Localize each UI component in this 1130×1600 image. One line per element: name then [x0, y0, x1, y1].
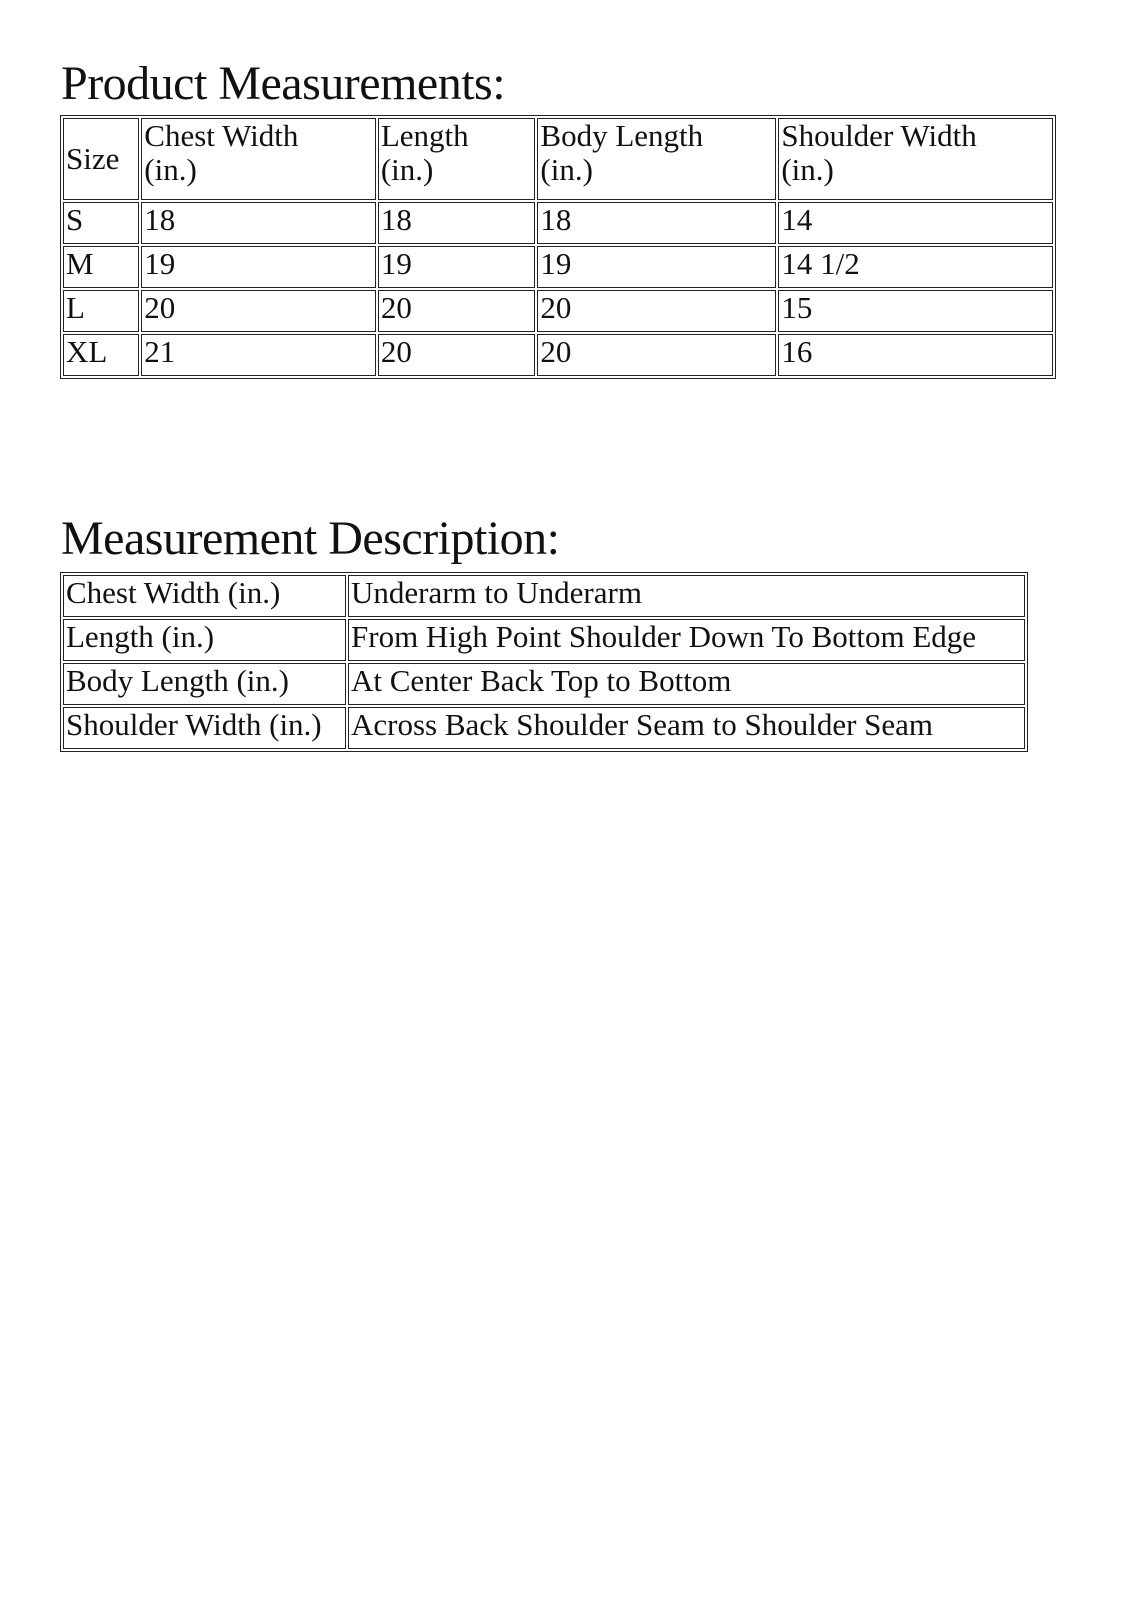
table-row	[63, 246, 1053, 288]
cell-body-length: 20	[537, 290, 776, 332]
table-row	[63, 334, 1053, 376]
table-row	[63, 202, 1053, 244]
cell-definition: From High Point Shoulder Down To Bottom Edge	[348, 619, 1025, 661]
cell-length: 20	[378, 334, 536, 376]
table-row	[63, 290, 1053, 332]
header-body-length-unit: (in.)	[540, 152, 593, 188]
cell-chest-width: 18	[141, 202, 376, 244]
header-chest-width	[141, 118, 376, 200]
measurements-header-row	[63, 118, 1053, 200]
header-size: Size	[63, 118, 139, 200]
header-length-unit: (in.)	[380, 152, 434, 188]
cell-body-length: 18	[537, 202, 776, 244]
cell-term: Length (in.)	[63, 619, 346, 661]
header-length	[378, 118, 536, 200]
cell-chest-width: 19	[141, 246, 376, 288]
cell-shoulder-width: 15	[778, 290, 1053, 332]
cell-chest-width: 20	[141, 290, 376, 332]
cell-term: Body Length (in.)	[63, 663, 346, 705]
header-shoulder-width-unit: (in.)	[781, 152, 834, 188]
cell-shoulder-width: 14 1/2	[778, 246, 1053, 288]
cell-definition: Underarm to Underarm	[348, 575, 1025, 617]
description-table	[60, 572, 1028, 752]
cell-term: Shoulder Width (in.)	[63, 707, 346, 749]
header-chest-width-label: Chest Width	[144, 118, 299, 153]
measurement-description-title: Measurement Description:	[61, 512, 560, 565]
header-body-length-label: Body Length	[540, 118, 704, 153]
cell-shoulder-width: 16	[778, 334, 1053, 376]
product-measurements-title: Product Measurements:	[61, 57, 506, 110]
measurements-table	[60, 115, 1056, 379]
cell-chest-width: 21	[141, 334, 376, 376]
cell-term: Chest Width (in.)	[63, 575, 346, 617]
cell-size: L	[63, 290, 139, 332]
cell-size: S	[63, 202, 139, 244]
cell-body-length: 19	[537, 246, 776, 288]
cell-length: 20	[378, 290, 536, 332]
header-shoulder-width-label: Shoulder Width	[781, 118, 977, 153]
table-row	[63, 707, 1025, 749]
header-body-length	[537, 118, 776, 200]
table-row	[63, 575, 1025, 617]
table-row	[63, 619, 1025, 661]
cell-shoulder-width: 14	[778, 202, 1053, 244]
cell-size: XL	[63, 334, 139, 376]
table-row	[63, 663, 1025, 705]
header-chest-width-unit: (in.)	[144, 152, 197, 188]
header-shoulder-width	[778, 118, 1053, 200]
cell-length: 18	[378, 202, 536, 244]
cell-body-length: 20	[537, 334, 776, 376]
cell-size: M	[63, 246, 139, 288]
cell-length: 19	[378, 246, 536, 288]
header-length-label: Length	[380, 118, 469, 153]
cell-definition: At Center Back Top to Bottom	[348, 663, 1025, 705]
cell-definition: Across Back Shoulder Seam to Shoulder Seam	[348, 707, 1025, 749]
